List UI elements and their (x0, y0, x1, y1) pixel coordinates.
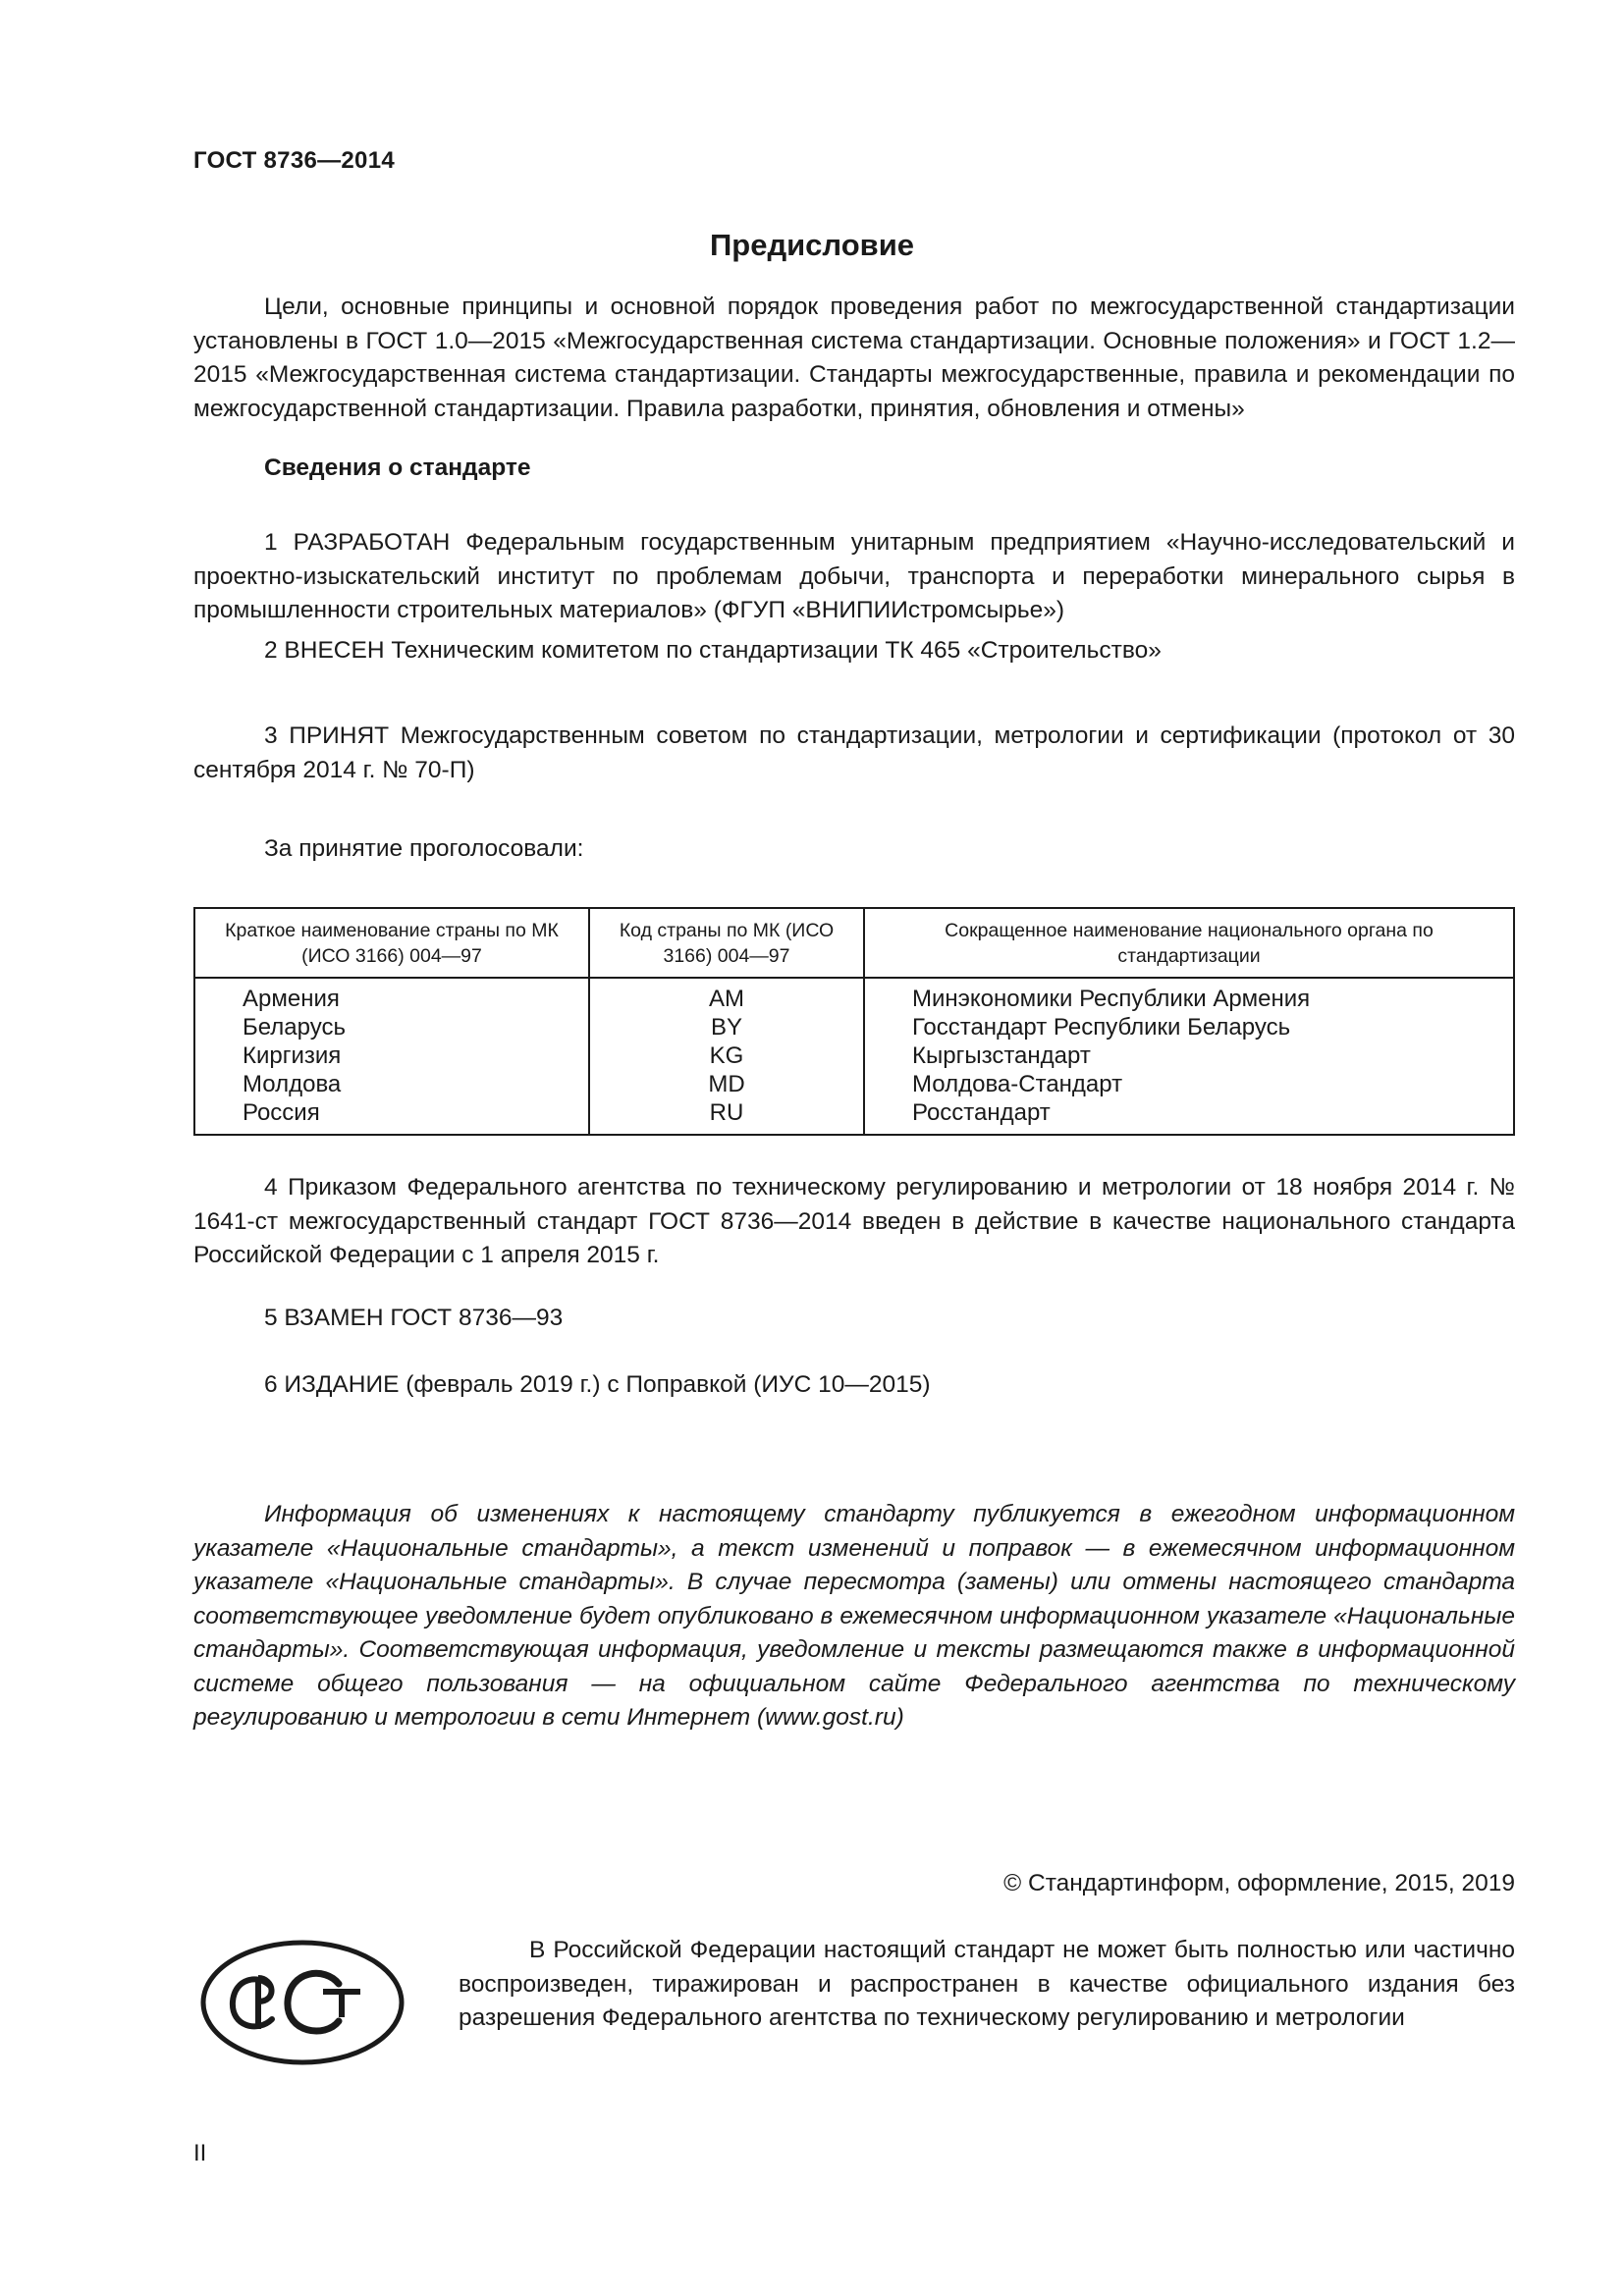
country-name: Россия (194, 1098, 589, 1135)
country-code: BY (589, 1013, 864, 1041)
section-heading: Сведения о стандарте (264, 454, 531, 481)
item-3-adopted: 3 ПРИНЯТ Межгосударственным советом по стандартизации, метрологии и сертификации (протокол от 30 сентября 2014 г. № 70-П) (193, 722, 1515, 783)
item-6-edition: 6 ИЗДАНИЕ (февраль 2019 г.) с Поправкой (ИУС 10—2015) (264, 1371, 931, 1398)
table-row (194, 978, 1514, 1013)
table-row (194, 1041, 1514, 1070)
country-code: KG (589, 1041, 864, 1070)
country-name: Армения (194, 978, 589, 1013)
national-body: Госстандарт Республики Беларусь (912, 1014, 1291, 1041)
table-header-row (194, 908, 1514, 978)
reproduction-notice: В Российской Федерации настоящий стандарт не может быть полностью или частично воспроизведен, тиражирован и распространен в качестве официального издания без разрешения Федерального агентства по техническому регулированию и метрологии (459, 1937, 1515, 2031)
info-notice: Информация об изменениях к настоящему стандарту публикуется в ежегодном информационном указателе «Национальные стандарты», а текст изменений и поправок — в ежемесячном информационном указателе «Национальные стандарты». В случае пересмотра (замены) или отмены настоящего стандарта соответствующее уведомление будет опубликовано в ежемесячном информационном указателе «Национальные стандарты». Соответствующая информация, уведомление и тексты размещаются также в информационной системе общего пользования — на официальном сайте Федерального агентства по техническому регулированию и метрологии в сети Интернет (www.gost.ru) (193, 1501, 1515, 1731)
header-country-code: Код страны по МК (ИСО 3166) 004—97 (589, 908, 864, 978)
copyright-line: © Стандартинформ, оформление, 2015, 2019 (1003, 1870, 1515, 1896)
header-country-name: Краткое наименование страны по МК (ИСО 3166) 004—97 (194, 908, 589, 978)
header-national-body: Сокращенное наименование национального органа по стандартизации (864, 908, 1514, 978)
vote-label: За принятие проголосовали: (264, 835, 584, 862)
rst-certification-mark-icon (199, 1939, 406, 2066)
country-code: AM (589, 978, 864, 1013)
item-2-submitted: 2 ВНЕСЕН Техническим комитетом по стандартизации ТК 465 «Строительство» (264, 637, 1162, 664)
country-name: Молдова (194, 1070, 589, 1098)
national-body: Минэкономики Республики Армения (912, 986, 1311, 1012)
country-code: MD (589, 1070, 864, 1098)
item-5-replaces: 5 ВЗАМЕН ГОСТ 8736—93 (264, 1305, 564, 1331)
item-1-developed: 1 РАЗРАБОТАН Федеральным государственным унитарным предприятием «Научно-исследовательский и проектно-изыскательский институт по проблемам добычи, транспорта и переработки минерального сырья в промышленности строительных материалов» (ФГУП «ВНИПИИстромсырье») (193, 529, 1515, 623)
national-body: Кыргызстандарт (912, 1042, 1091, 1069)
national-body: Молдова-Стандарт (912, 1071, 1123, 1097)
intro-paragraph: Цели, основные принципы и основной порядок проведения работ по межгосударственной стандартизации установлены в ГОСТ 1.0—2015 «Межгосударственная система стандартизации. Основные положения» и ГОСТ 1.2—2015 «Межгосударственная система стандартизации. Стандарты межгосударственные, правила и рекомендации по межгосударственной стандартизации. Правила разработки, принятия, обновления и отмены» (193, 294, 1515, 422)
page-title: Предисловие (709, 228, 914, 262)
table-row (194, 1098, 1514, 1135)
country-code: RU (589, 1098, 864, 1135)
table-row (194, 1070, 1514, 1098)
document-code: ГОСТ 8736—2014 (193, 147, 396, 174)
country-name: Киргизия (194, 1041, 589, 1070)
page-number: II (193, 2140, 207, 2166)
national-body: Росстандарт (912, 1099, 1051, 1126)
country-name: Беларусь (194, 1013, 589, 1041)
voting-countries-table (193, 907, 1515, 1136)
table-row (194, 1013, 1514, 1041)
item-4-enacted: 4 Приказом Федерального агентства по техническому регулированию и метрологии от 18 ноября 2014 г. № 1641-ст межгосударственный стандарт ГОСТ 8736—2014 введен в действие в качестве национального стандарта Российской Федерации с 1 апреля 2015 г. (193, 1174, 1515, 1268)
